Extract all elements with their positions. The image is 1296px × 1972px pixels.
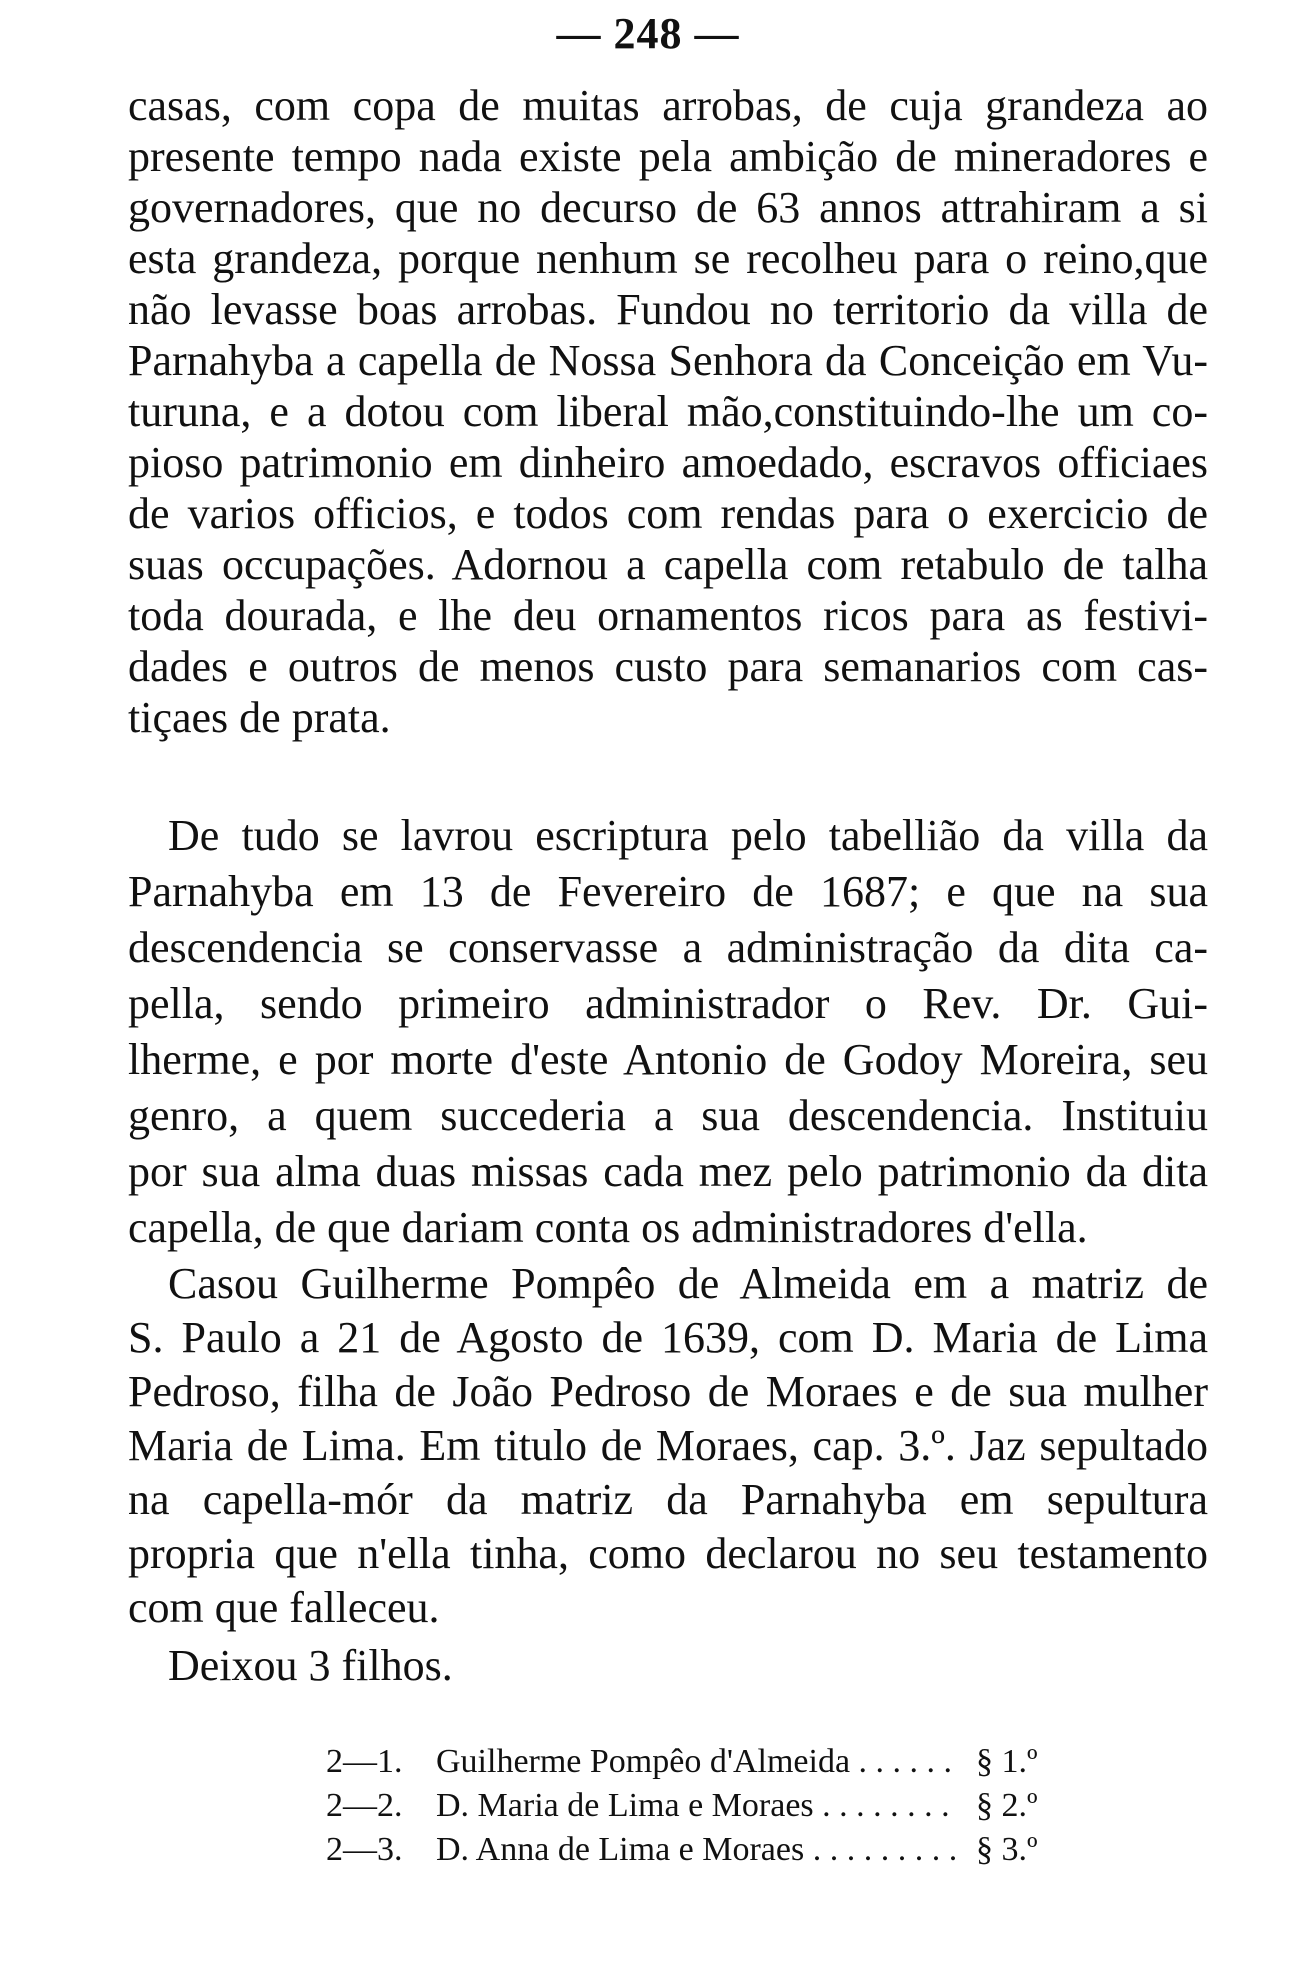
entry-section: § 1.º (960, 1740, 1086, 1784)
text-line: pella, sendo primeiro administrador o Rev. Dr. Gui- (128, 979, 1208, 1028)
text-line: Pedroso, filha de João Pedroso de Moraes e de sua mulher (128, 1367, 1208, 1416)
text-line: não levasse boas arrobas. Fundou no territorio da villa de (128, 285, 1208, 334)
text-line: Maria de Lima. Em titulo de Moraes, cap. 3.º. Jaz sepultado (128, 1421, 1208, 1470)
text-line: governadores, que no decurso de 63 annos attrahiram a si (128, 183, 1208, 232)
text-line: Casou Guilherme Pompêo de Almeida em a matriz de (168, 1259, 1208, 1308)
text-line: Parnahyba em 13 de Fevereiro de 1687; e que na sua (128, 867, 1208, 916)
text-line: na capella-mór da matriz da Parnahyba em sepultura (128, 1475, 1208, 1524)
page-number: — 248 — (556, 9, 740, 58)
text-line: Deixou 3 filhos. (168, 1641, 453, 1690)
text-line: propria que n'ella tinha, como declarou no seu testamento (128, 1529, 1208, 1578)
children-list (326, 1740, 1086, 1872)
text-line: descendencia se conservasse a administração da dita ca- (128, 923, 1208, 972)
text-line: tiçaes de prata. (128, 693, 391, 742)
text-line: S. Paulo a 21 de Agosto de 1639, com D. Maria de Lima (128, 1313, 1208, 1362)
entry-name: Guilherme Pompêo d'Almeida . . . (436, 1740, 960, 1784)
text-line: toda dourada, e lhe deu ornamentos ricos para as festivi- (128, 591, 1208, 640)
text-line: genro, a quem succederia a sua descendencia. Instituiu (128, 1091, 1208, 1140)
text-line: de varios officios, e todos com rendas para o exercicio de (128, 489, 1208, 538)
text-line: dades e outros de menos custo para semanarios com cas- (128, 642, 1208, 691)
entry-section: § 3.º (960, 1828, 1086, 1872)
entry-number: 2—1. (326, 1743, 403, 1780)
text-line: com que falleceu. (128, 1583, 440, 1632)
text-line: Parnahyba a capella de Nossa Senhora da Conceição em Vu- (128, 336, 1208, 385)
text-line: esta grandeza, porque nenhum se recolheu para o reino,que (128, 234, 1208, 283)
text-line: turuna, e a dotou com liberal mão,constituindo-lhe um co- (128, 387, 1208, 436)
entry-name: D. Anna de Lima e Moraes . . . (436, 1828, 960, 1872)
text-line: presente tempo nada existe pela ambição de mineradores e (128, 132, 1208, 181)
entry-section: § 2.º (960, 1784, 1086, 1828)
entry-name: D. Maria de Lima e Moraes . . . (436, 1784, 960, 1828)
text-line: capella, de que dariam conta os administradores d'ella. (128, 1203, 1088, 1252)
list-item (326, 1740, 1086, 1784)
entry-number: 2—2. (326, 1787, 403, 1824)
list-item (326, 1828, 1086, 1872)
text-line: pioso patrimonio em dinheiro amoedado, escravos officiaes (128, 438, 1208, 487)
list-item (326, 1784, 1086, 1828)
entry-number: 2—3. (326, 1831, 403, 1868)
text-line: casas, com copa de muitas arrobas, de cuja grandeza ao (128, 81, 1208, 130)
text-line: lherme, e por morte d'este Antonio de Godoy Moreira, seu (128, 1035, 1208, 1084)
text-line: suas occupações. Adornou a capella com retabulo de talha (128, 540, 1208, 589)
text-line: De tudo se lavrou escriptura pelo tabellião da villa da (168, 811, 1208, 860)
text-line: por sua alma duas missas cada mez pelo patrimonio da dita (128, 1147, 1208, 1196)
